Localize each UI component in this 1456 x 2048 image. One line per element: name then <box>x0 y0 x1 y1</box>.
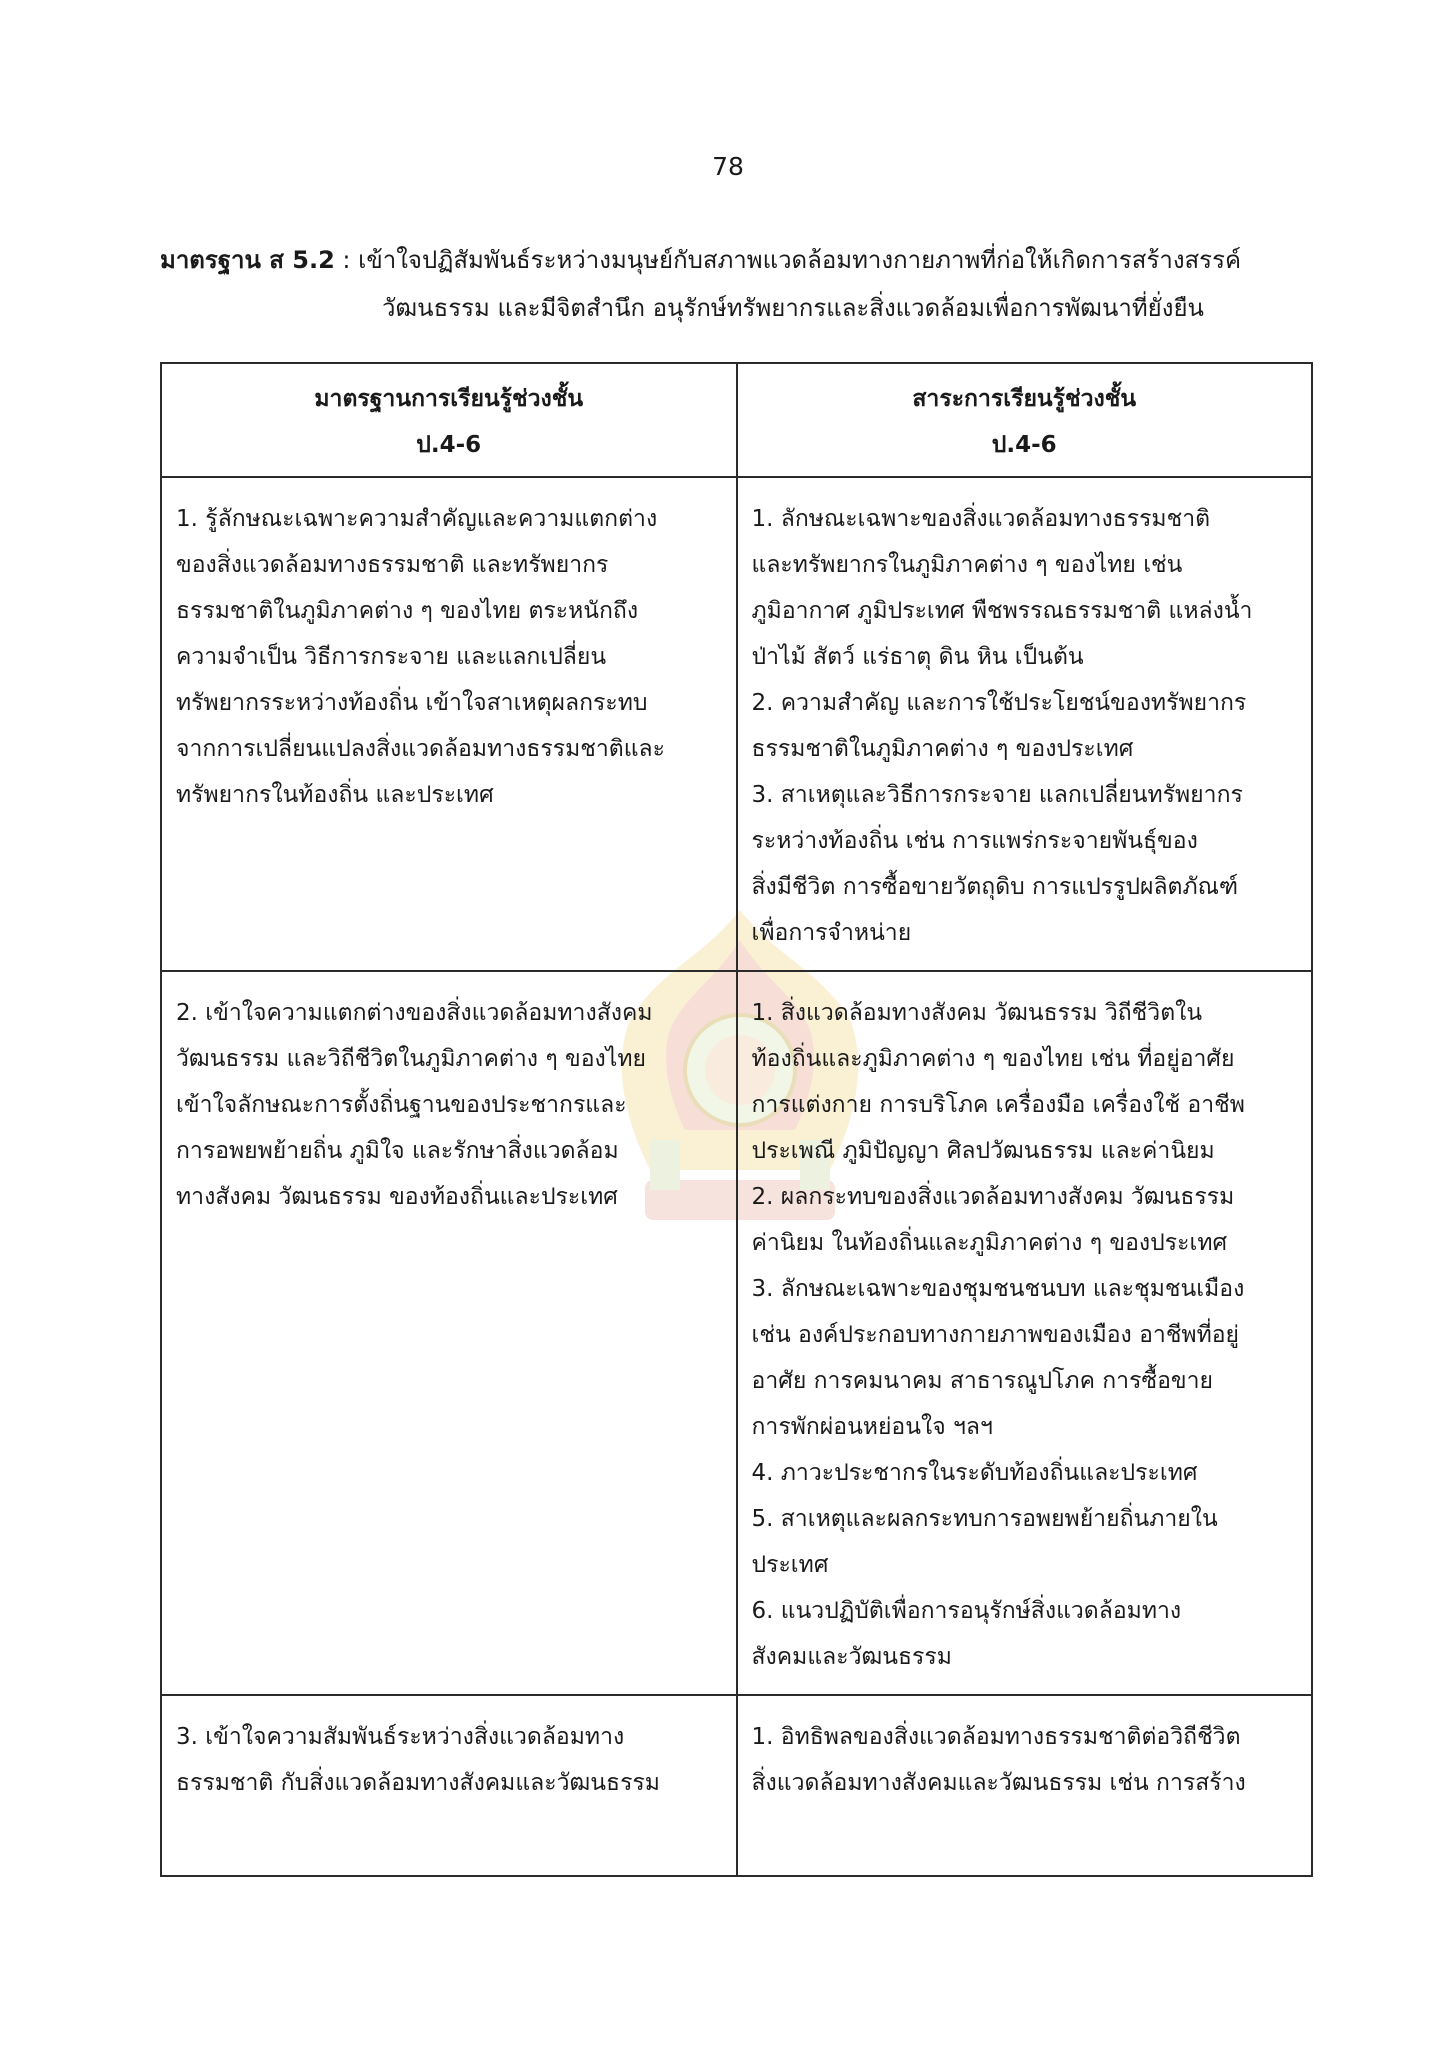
table-header-row <box>161 363 1312 477</box>
standard-cell: 3. เข้าใจความสัมพันธ์ระหว่างสิ่งแวดล้อมทาง ธรรมชาติ กับสิ่งแวดล้อมทางสังคมและวัฒนธรรม <box>161 1695 737 1876</box>
table-row <box>161 477 1312 971</box>
content-cell: 1. อิทธิพลของสิ่งแวดล้อมทางธรรมชาติต่อวิถีชีวิต สิ่งแวดล้อมทางสังคมและวัฒนธรรม เช่น การสร้าง <box>737 1695 1313 1876</box>
table-row <box>161 1695 1312 1876</box>
content-cell: 1. ลักษณะเฉพาะของสิ่งแวดล้อมทางธรรมชาติ และทรัพยากรในภูมิภาคต่าง ๆ ของไทย เช่น ภูมิอากาศ ภูมิประเทศ พืชพรรณธรรมชาติ แหล่งน้ำ ป่าไม้ สัตว์ แร่ธาตุ ดิน หิน เป็นต้น 2. ความสำคัญ และการใช้ประโยชน์ของทรัพยากร ธรรมชาติในภูมิภาคต่าง ๆ ของประเทศ 3. สาเหตุและวิธีการกระจาย แลกเปลี่ยนทรัพยากร ระหว่างท้องถิ่น เช่น การแพร่กระจายพันธุ์ของ สิ่งมีชีวิต การซื้อขายวัตถุดิบ การแปรรูปผลิตภัณฑ์ เพื่อการจำหน่าย <box>737 477 1313 971</box>
standard-cell: 2. เข้าใจความแตกต่างของสิ่งแวดล้อมทางสังคม วัฒนธรรม และวิถีชีวิตในภูมิภาคต่าง ๆ ของไทย เข้าใจลักษณะการตั้งถิ่นฐานของประชากรและ การอพยพย้ายถิ่น ภูมิใจ และรักษาสิ่งแวดล้อม ทางสังคม วัฒนธรรม ของท้องถิ่นและประเทศ <box>161 971 737 1695</box>
table-row <box>161 971 1312 1695</box>
header-learning-content: สาระการเรียนรู้ช่วงชั้น ป.4-6 <box>737 363 1313 477</box>
content-cell: 1. สิ่งแวดล้อมทางสังคม วัฒนธรรม วิถีชีวิตใน ท้องถิ่นและภูมิภาคต่าง ๆ ของไทย เช่น ที่อยู่อาศัย การแต่งกาย การบริโภค เครื่องมือ เครื่องใช้ อาชีพ ประเพณี ภูมิปัญญา ศิลปวัฒนธรรม และค่านิยม 2. ผลกระทบของสิ่งแวดล้อมทางสังคม วัฒนธรรม ค่านิยม ในท้องถิ่นและภูมิภาคต่าง ๆ ของประเทศ 3. ลักษณะเฉพาะของชุมชนชนบท และชุมชนเมือง เช่น องค์ประกอบทางกายภาพของเมือง อาชีพที่อยู่ อาศัย การคมนาคม สาธารณูปโภค การซื้อขาย การพักผ่อนหย่อนใจ ฯลฯ 4. ภาวะประชากรในระดับท้องถิ่นและประเทศ 5. สาเหตุและผลกระทบการอพยพย้ายถิ่นภายใน ประเทศ 6. แนวปฏิบัติเพื่อการอนุรักษ์สิ่งแวดล้อมทาง สังคมและวัฒนธรรม <box>737 971 1313 1695</box>
standard-line-1 <box>160 236 1320 284</box>
standard-text-line-1: เข้าใจปฏิสัมพันธ์ระหว่างมนุษย์กับสภาพแวดล้อมทางกายภาพที่ก่อให้เกิดการสร้างสรรค์ <box>358 246 1242 274</box>
standard-label: มาตรฐาน ส 5.2 <box>160 246 335 274</box>
standard-statement <box>160 236 1320 332</box>
standard-cell: 1. รู้ลักษณะเฉพาะความสำคัญและความแตกต่าง ของสิ่งแวดล้อมทางธรรมชาติ และทรัพยากร ธรรมชาติในภูมิภาคต่าง ๆ ของไทย ตระหนักถึง ความจำเป็น วิธีการกระจาย และแลกเปลี่ยน ทรัพยากรระหว่างท้องถิ่น เข้าใจสาเหตุผลกระทบ จากการเปลี่ยนแปลงสิ่งแวดล้อมทางธรรมชาติและ ทรัพยากรในท้องถิ่น และประเทศ <box>161 477 737 971</box>
header-learning-standard: มาตรฐานการเรียนรู้ช่วงชั้น ป.4-6 <box>161 363 737 477</box>
standard-separator: : <box>334 246 359 274</box>
page-number: 78 <box>712 152 744 181</box>
standard-text-line-2: วัฒนธรรม และมีจิตสำนึก อนุรักษ์ทรัพยากรและสิ่งแวดล้อมเพื่อการพัฒนาที่ยั่งยืน <box>382 294 1204 322</box>
curriculum-table <box>160 362 1313 1877</box>
